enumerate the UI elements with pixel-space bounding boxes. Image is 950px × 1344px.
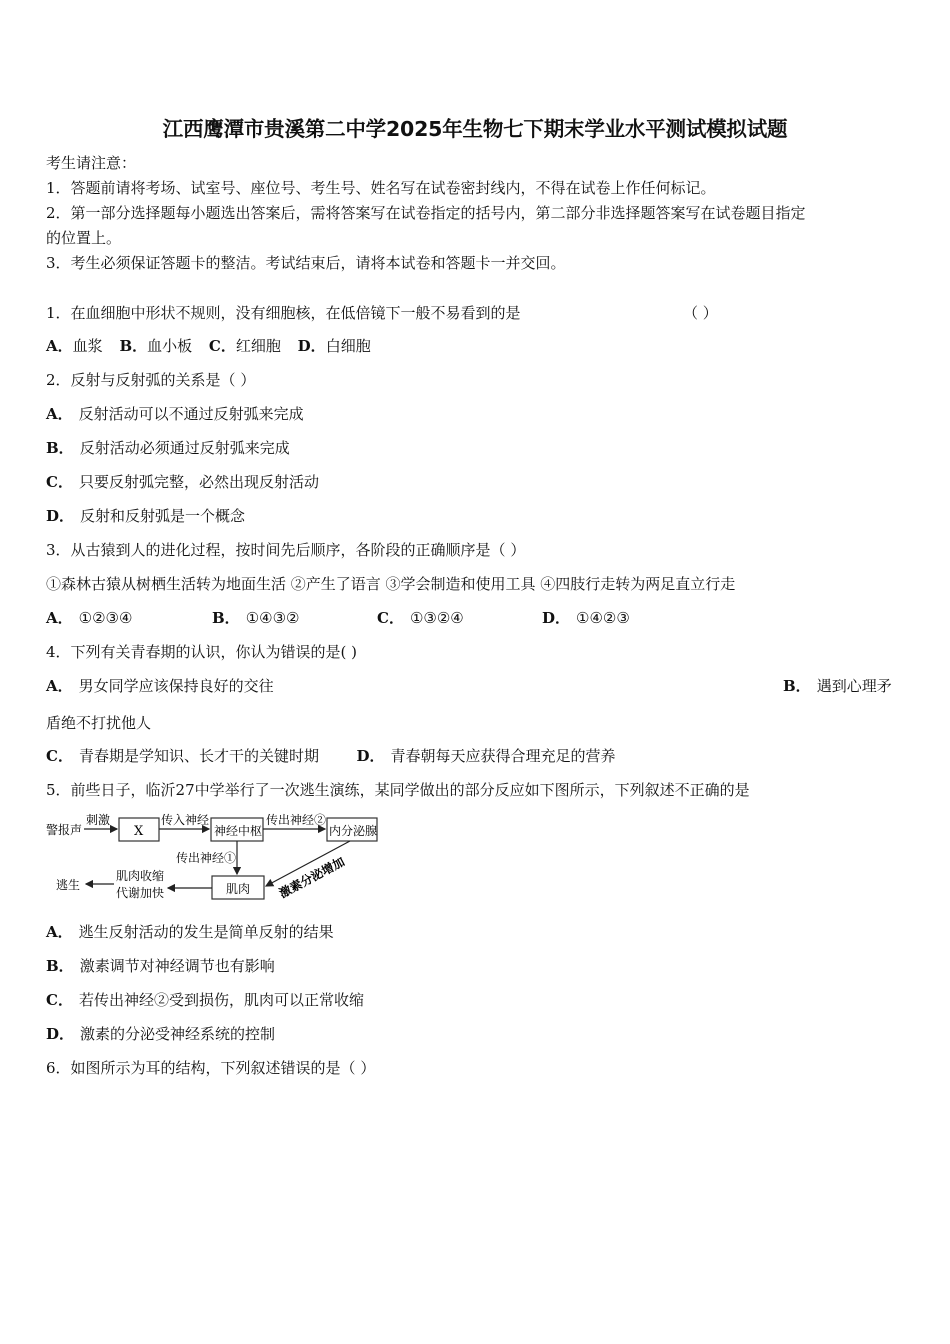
q4-option-b bbox=[783, 675, 892, 696]
q2-option-a-text: 反射活动可以不通过反射弧来完成 bbox=[78, 405, 304, 423]
q2-option-d-label: D． bbox=[46, 507, 75, 525]
q3-option-d-label: D． bbox=[542, 609, 571, 627]
q3-option-d-text: ①④②③ bbox=[576, 609, 630, 627]
q4-option-d-label: D． bbox=[356, 747, 385, 765]
q5-option-d-label: D． bbox=[46, 1025, 75, 1043]
q5-option-d bbox=[46, 1023, 275, 1044]
q2-option-c-label: C． bbox=[46, 473, 73, 491]
diagram-contract2-label: 代谢加快 bbox=[116, 886, 165, 900]
diagram-afferent-label: 传入神经 bbox=[161, 813, 210, 827]
q2-option-d-text: 反射和反射弧是一个概念 bbox=[80, 507, 246, 525]
q2-option-d bbox=[46, 505, 245, 526]
q2-stem: 2．反射与反射弧的关系是（ ） bbox=[46, 371, 256, 389]
q4-option-c-text: 青春期是学知识、长才干的关键时期 bbox=[78, 747, 319, 765]
q1-stem: 1．在血细胞中形状不规则，没有细胞核，在低倍镜下一般不易看到的是 bbox=[46, 304, 521, 322]
q2-option-b-text: 反射活动必须通过反射弧来完成 bbox=[79, 439, 290, 457]
q5-option-b-label: B． bbox=[46, 957, 74, 975]
q4-option-b-label: B． bbox=[783, 677, 811, 695]
page-title: 江西鹰潭市贵溪第二中学2025年生物七下期末学业水平测试模拟试题 bbox=[162, 117, 788, 141]
q1-option-d-label: D． bbox=[297, 337, 326, 355]
q1-option-b-text: 血小板 bbox=[147, 337, 193, 355]
notice-item-2: 2．第一部分选择题每小题选出答案后，需将答案写在试卷指定的括号内，第二部分非选择题答案写在试卷题目指定 bbox=[46, 204, 806, 222]
diagram-gland-label: 内分泌腺 bbox=[329, 824, 378, 838]
q1-answer-paren: （ ） bbox=[683, 304, 718, 322]
diagram-stimulus-label: 刺激 bbox=[86, 813, 111, 827]
q1-options bbox=[46, 335, 371, 356]
q5-option-d-text: 激素的分泌受神经系统的控制 bbox=[80, 1025, 276, 1043]
q3-steps: ①森林古猿从树栖生活转为地面生活 ②产生了语言 ③学会制造和使用工具 ④四肢行走转为两足直立行走 bbox=[46, 575, 736, 593]
q3-option-b-label: B． bbox=[212, 609, 240, 627]
notice-item-2-continued: 的位置上。 bbox=[46, 229, 122, 247]
q4-option-a bbox=[46, 675, 274, 696]
notice-item-3: 3．考生必须保证答题卡的整洁。考试结束后，请将本试卷和答题卡一并交回。 bbox=[46, 254, 566, 272]
diagram-contract1-label: 肌肉收缩 bbox=[116, 869, 165, 883]
q4-option-d-text: 青春朝每天应获得合理充足的营养 bbox=[390, 747, 616, 765]
diagram-center-label: 神经中枢 bbox=[214, 824, 263, 838]
diagram-hormone-label: 激素分泌增加 bbox=[276, 854, 347, 901]
q1-option-c-text: 红细胞 bbox=[235, 337, 281, 355]
q3-option-c-label: C． bbox=[377, 609, 404, 627]
diagram-alarm-label: 警报声 bbox=[46, 823, 83, 837]
reflex-diagram bbox=[44, 808, 384, 908]
q4-option-b-continued: 盾绝不打扰他人 bbox=[46, 714, 152, 732]
notice-item-1: 1．答题前请将考场、试室号、座位号、考生号、姓名写在试卷密封线内，不得在试卷上作任何标记。 bbox=[46, 179, 716, 197]
q2-option-c bbox=[46, 471, 319, 492]
q1-option-a-text: 血浆 bbox=[72, 337, 103, 355]
q2-option-a-label: A． bbox=[46, 405, 73, 423]
q4-option-a-label: A． bbox=[46, 677, 73, 695]
diagram-efferent1-label: 传出神经① bbox=[176, 851, 237, 865]
q3-option-a-label: A． bbox=[46, 609, 73, 627]
q2-option-c-text: 只要反射弧完整，必然出现反射活动 bbox=[78, 473, 319, 491]
q4-option-a-text: 男女同学应该保持良好的交往 bbox=[78, 677, 274, 695]
q2-option-b bbox=[46, 437, 290, 458]
q4-option-c-label: C． bbox=[46, 747, 73, 765]
notice-heading: 考生请注意： bbox=[46, 154, 137, 172]
diagram-x-label: X bbox=[134, 824, 144, 839]
q5-option-a bbox=[46, 921, 334, 942]
q4-options-cd bbox=[46, 745, 616, 766]
q5-option-c-label: C． bbox=[46, 991, 73, 1009]
q5-option-b-text: 激素调节对神经调节也有影响 bbox=[79, 957, 275, 975]
q3-option-c-text: ①③②④ bbox=[409, 609, 464, 627]
q1-option-a-label: A． bbox=[46, 337, 73, 355]
q4-option-b-text: 遇到心理矛 bbox=[816, 677, 892, 695]
q1-option-b-label: B． bbox=[119, 337, 148, 355]
q3-stem: 3．从古猿到人的进化过程，按时间先后顺序，各阶段的正确顺序是（ ） bbox=[46, 541, 526, 559]
q5-stem: 5．前些日子，临沂27中学举行了一次逃生演练，某同学做出的部分反应如下图所示，下列叙述不正确的是 bbox=[46, 781, 750, 799]
q2-option-a bbox=[46, 403, 304, 424]
q3-option-b-text: ①④③② bbox=[245, 609, 300, 627]
q2-option-b-label: B． bbox=[46, 439, 74, 457]
q5-option-c bbox=[46, 989, 364, 1010]
q5-option-a-label: A． bbox=[46, 923, 73, 941]
diagram-escape-label: 逃生 bbox=[56, 878, 81, 892]
q5-option-c-text: 若传出神经②受到损伤，肌肉可以正常收缩 bbox=[78, 991, 364, 1009]
q5-option-a-text: 逃生反射活动的发生是简单反射的结果 bbox=[78, 923, 334, 941]
q3-option-a-text: ①②③④ bbox=[78, 609, 133, 627]
diagram-efferent2-label: 传出神经② bbox=[266, 813, 327, 827]
q4-stem: 4．下列有关青春期的认识，你认为错误的是( ) bbox=[46, 643, 358, 661]
q1-option-d-text: 白细胞 bbox=[325, 337, 371, 355]
diagram-muscle-label: 肌肉 bbox=[226, 882, 251, 896]
q5-option-b bbox=[46, 955, 275, 976]
q1-option-c-label: C． bbox=[208, 337, 236, 355]
q6-stem: 6．如图所示为耳的结构，下列叙述错误的是（ ） bbox=[46, 1059, 376, 1077]
